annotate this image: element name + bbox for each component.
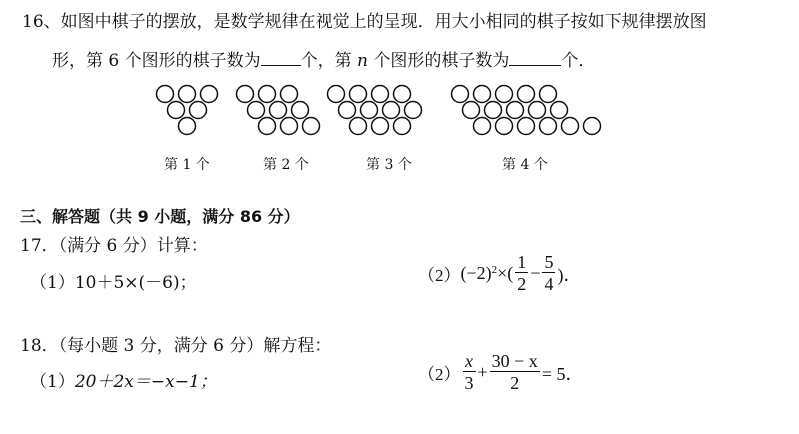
- chess-piece: [179, 118, 196, 135]
- chess-piece: [190, 102, 207, 119]
- chess-piece: [372, 118, 389, 135]
- chess-piece: [157, 86, 174, 103]
- chess-piece: [237, 86, 254, 103]
- chess-piece: [270, 102, 287, 119]
- chess-piece: [452, 86, 469, 103]
- question-17-part-1: [30, 268, 197, 293]
- chess-piece: [529, 102, 546, 119]
- denominator: 4: [544, 274, 554, 294]
- figure-caption-4: 第 4 个: [502, 157, 548, 173]
- chess-piece: [350, 118, 367, 135]
- figure-3: [328, 86, 422, 135]
- figure-caption-1: 第 1 个: [164, 157, 210, 173]
- chess-piece: [540, 86, 557, 103]
- figure-1: [157, 86, 218, 135]
- part-label: （1）: [30, 372, 75, 392]
- chess-piece: [518, 86, 535, 103]
- chess-piece: [248, 102, 265, 119]
- chess-pieces-figures: [0, 0, 799, 160]
- chess-piece: [281, 86, 298, 103]
- chess-piece: [584, 118, 601, 135]
- chess-piece: [474, 86, 491, 103]
- question-17-header: 17．（满分 6 分）计算：: [20, 236, 208, 256]
- fraction: [490, 351, 540, 394]
- chess-piece: [496, 118, 513, 135]
- chess-piece: [562, 118, 579, 135]
- chess-piece: [168, 102, 185, 119]
- fraction: [515, 252, 528, 295]
- question-text: 个，第: [300, 51, 352, 71]
- part-label: （1）: [30, 273, 75, 293]
- chess-piece: [463, 102, 480, 119]
- chess-piece: [350, 86, 367, 103]
- chess-piece: [328, 86, 345, 103]
- chess-piece: [259, 118, 276, 135]
- chess-piece: [540, 118, 557, 135]
- chess-piece: [303, 118, 320, 135]
- question-text: 形，第 6 个图形的棋子数为: [52, 51, 261, 71]
- numerator: 30 − x: [491, 351, 538, 371]
- chess-piece: [292, 102, 309, 119]
- numerator: 5: [544, 252, 554, 272]
- exponent: 2: [491, 263, 498, 276]
- section-title: 三、解答题（共 9 小题，满分 86 分）: [20, 207, 300, 226]
- chess-piece: [518, 118, 535, 135]
- figure-2: [237, 86, 320, 135]
- chess-piece: [201, 86, 218, 103]
- denominator: 2: [510, 373, 520, 393]
- fraction: [542, 252, 555, 295]
- figure-caption-2: 第 2 个: [263, 157, 309, 173]
- math-expression: 20＋2x＝−x−1；: [74, 372, 217, 392]
- chess-piece: [339, 102, 356, 119]
- chess-piece: [405, 102, 422, 119]
- operator: −: [530, 263, 541, 283]
- chess-piece: [361, 102, 378, 119]
- figure-caption-3: 第 3 个: [366, 157, 412, 173]
- question-text: 如图中棋子的摆放，是数学规律在视觉上的呈现．用大小相同的棋子按如下规律摆放图: [60, 12, 707, 32]
- chess-piece: [372, 86, 389, 103]
- chess-piece: [507, 102, 524, 119]
- part-label: （2）: [418, 266, 461, 285]
- question-18-header: 18．（每小题 3 分，满分 6 分）解方程：: [20, 336, 332, 356]
- denominator: 3: [464, 373, 474, 393]
- chess-piece: [485, 102, 502, 119]
- question-18-part-1: [30, 367, 217, 392]
- figure-4: [452, 86, 601, 135]
- math-expression: = 5．: [541, 363, 584, 384]
- denominator: 2: [517, 274, 527, 294]
- operator: +: [477, 362, 488, 382]
- part-label: （2）: [418, 365, 461, 384]
- numerator: 1: [517, 252, 527, 272]
- question-number: 16、: [22, 12, 61, 32]
- numerator: x: [465, 351, 473, 371]
- chess-piece: [383, 102, 400, 119]
- math-expression: 10＋5×(－6)；: [74, 273, 197, 293]
- fraction: [463, 351, 476, 394]
- chess-piece: [496, 86, 513, 103]
- math-expression: (−2): [460, 263, 492, 283]
- chess-piece: [394, 118, 411, 135]
- chess-piece: [259, 86, 276, 103]
- chess-piece: [474, 118, 491, 135]
- question-17-part-2: [418, 252, 581, 295]
- math-expression: )．: [557, 264, 582, 285]
- variable-n: n: [357, 51, 368, 71]
- math-expression: ×(: [497, 263, 514, 283]
- chess-piece: [394, 86, 411, 103]
- chess-piece: [179, 86, 196, 103]
- question-18-part-2: [418, 351, 583, 394]
- question-text: 个．: [561, 51, 596, 71]
- chess-piece: [281, 118, 298, 135]
- question-text: 个图形的棋子数为: [373, 51, 510, 71]
- chess-piece: [551, 102, 568, 119]
